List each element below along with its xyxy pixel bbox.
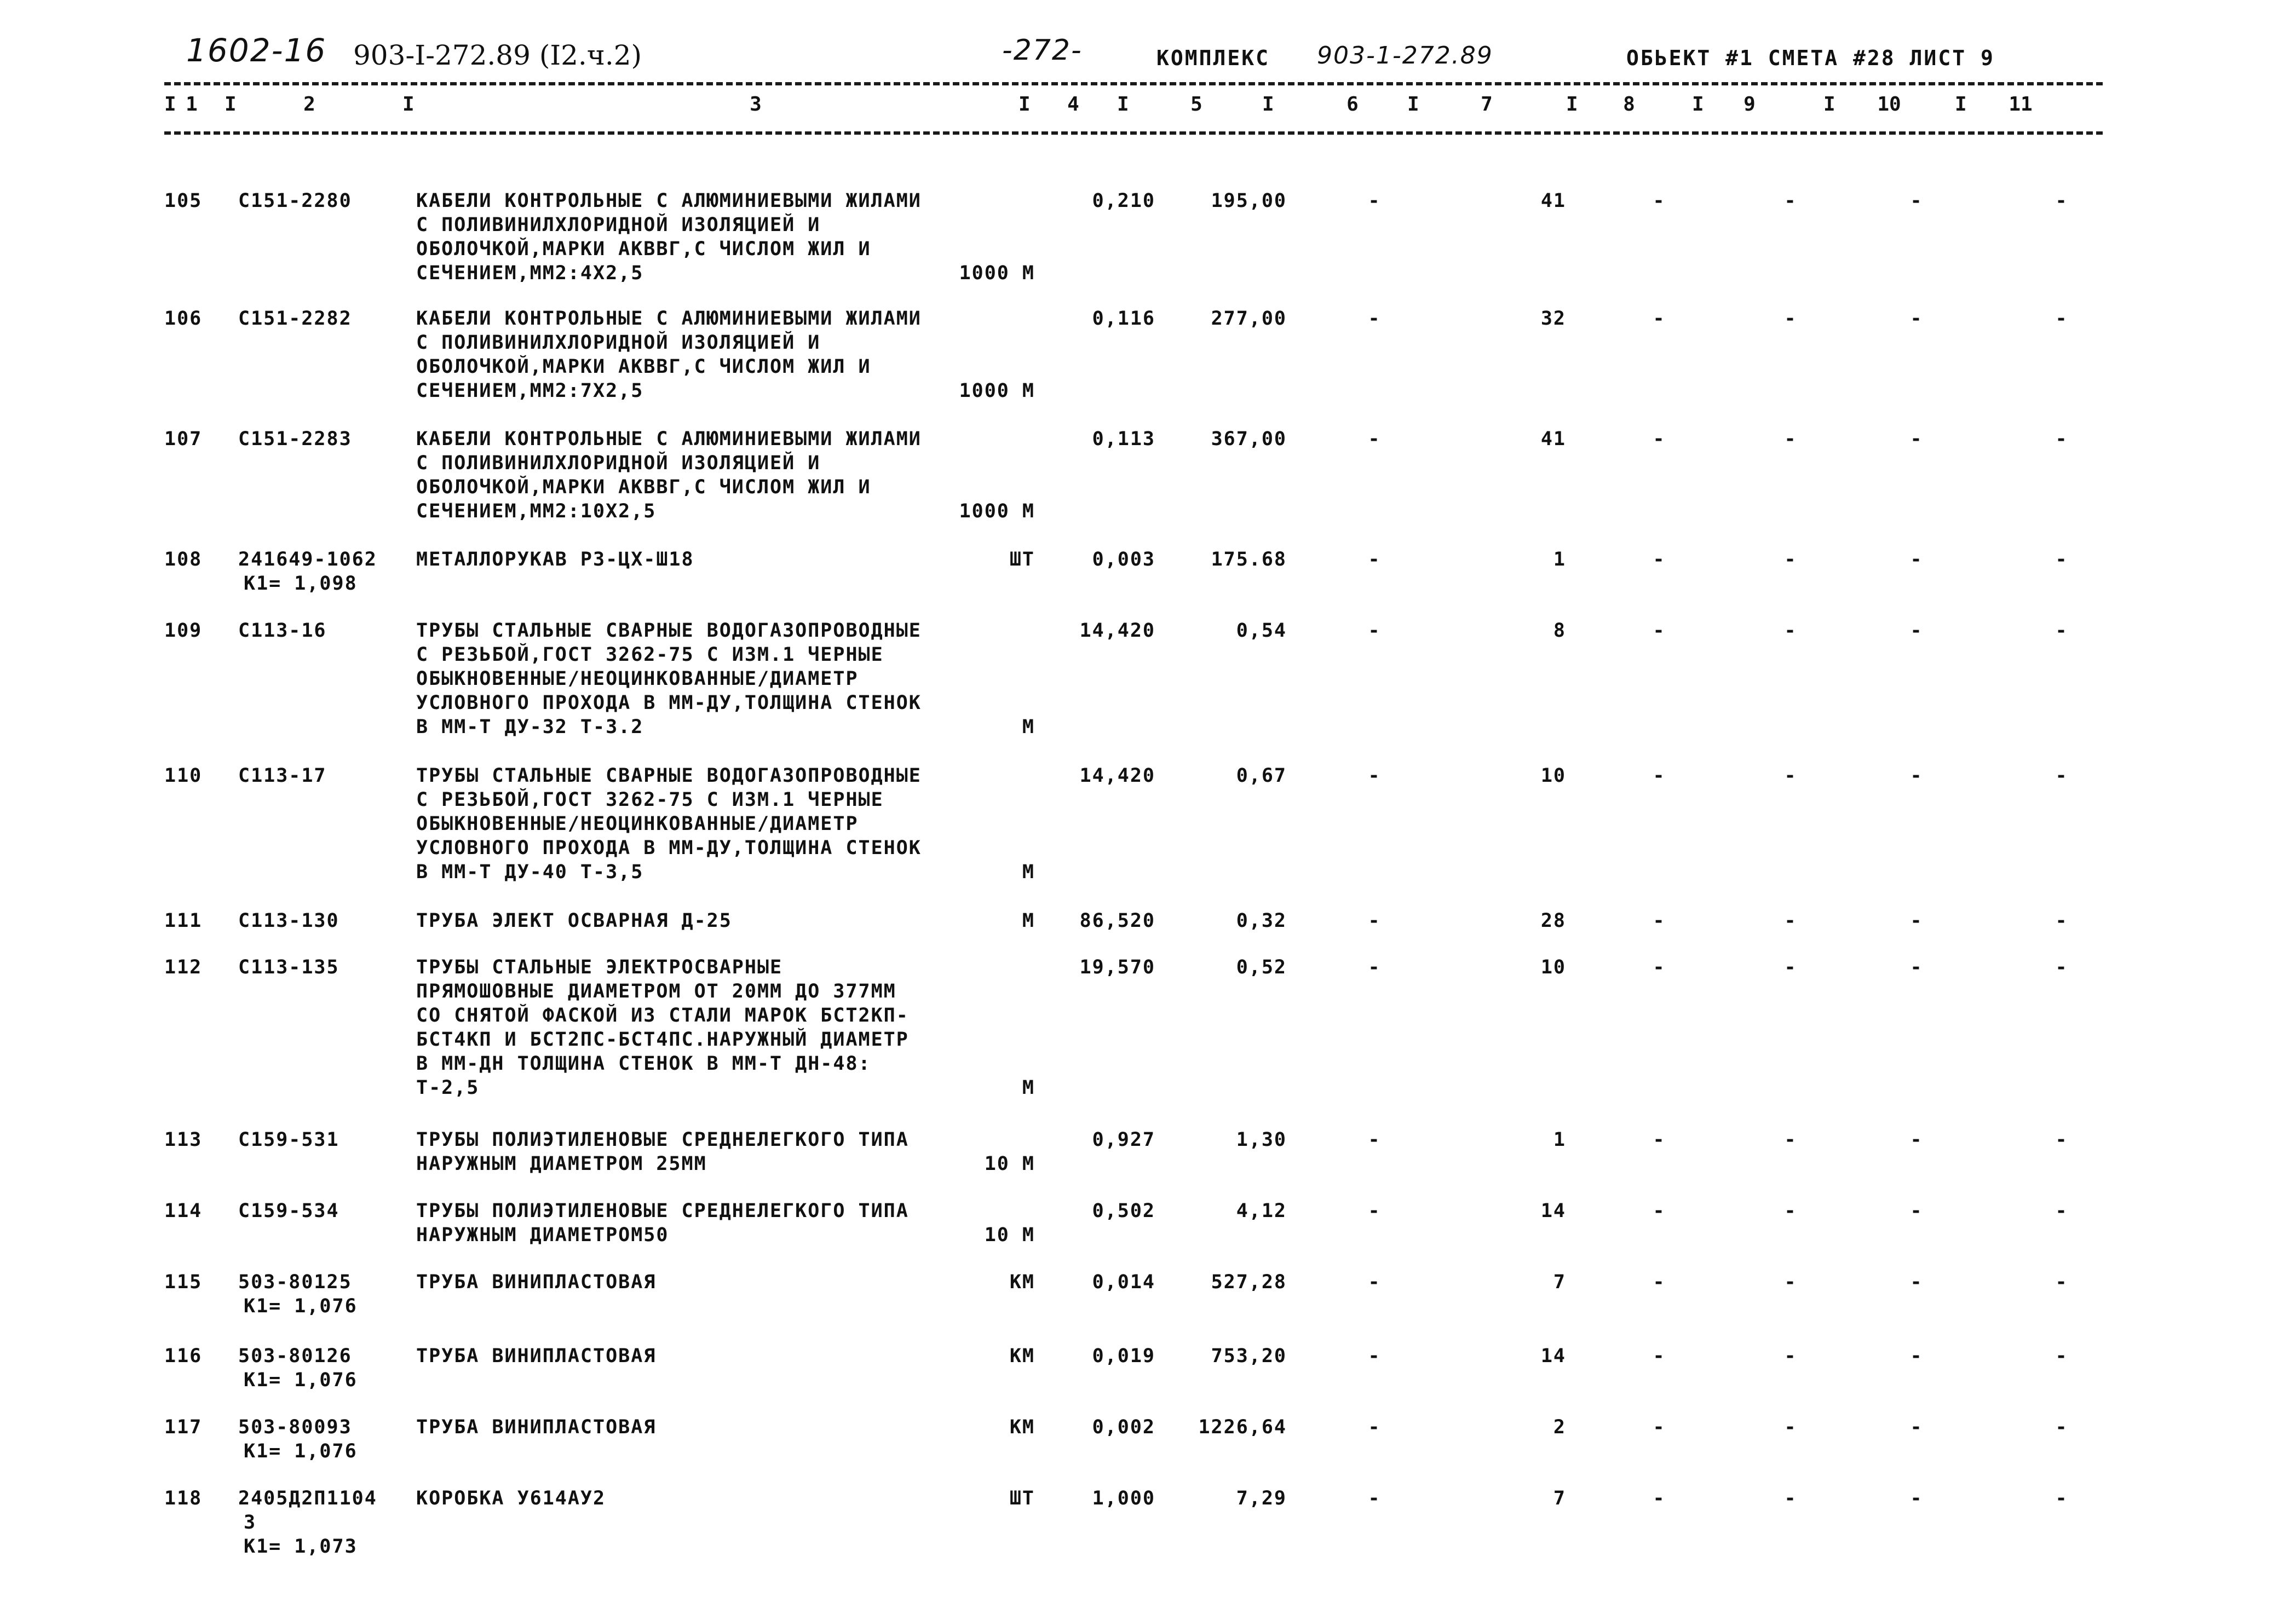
price-code: C113-16 <box>238 620 327 642</box>
c9-value: - <box>1784 1345 1797 1367</box>
row-number: 116 <box>164 1345 203 1367</box>
quantity: 0,003 <box>1092 549 1155 570</box>
c8-value: - <box>1653 765 1666 787</box>
unit-price: 0,52 <box>1236 956 1287 978</box>
col7-value: 2 <box>1553 1416 1566 1438</box>
price-code: 503-80125 <box>238 1271 352 1293</box>
col7-value: 1 <box>1553 1129 1566 1151</box>
coefficient: К1= 1,098 <box>244 573 358 595</box>
price-code: C151-2282 <box>238 308 352 330</box>
c9-value: - <box>1784 308 1797 330</box>
object-estimate-sheet: ОБЬЕКТ #1 СМЕТА #28 ЛИСТ 9 <box>1626 46 1995 70</box>
unit-price: 1,30 <box>1236 1129 1287 1151</box>
description-line: С РЕЗЬБОЙ,ГОСТ 3262-75 С ИЗМ.1 ЧЕРНЫЕ <box>416 644 884 666</box>
description-line: УСЛОВНОГО ПРОХОДА В ММ-ДУ,ТОЛЩИНА СТЕНОК <box>416 837 922 859</box>
column-separator: I <box>1117 93 1129 116</box>
description-line: БСТ4КП И БСТ2ПС-БСТ4ПС.НАРУЖНЫЙ ДИАМЕТР <box>416 1029 909 1051</box>
col6-value: - <box>1368 190 1381 212</box>
unit-of-measure: М <box>1022 861 1035 883</box>
quantity: 14,420 <box>1079 620 1155 642</box>
row-number: 115 <box>164 1271 203 1293</box>
quantity: 0,019 <box>1092 1345 1155 1367</box>
unit-price: 1226,64 <box>1198 1416 1287 1438</box>
unit-price: 0,67 <box>1236 765 1287 787</box>
c10-value: - <box>1910 1487 1923 1509</box>
c8-value: - <box>1653 1129 1666 1151</box>
c9-value: - <box>1784 190 1797 212</box>
col6-value: - <box>1368 428 1381 450</box>
price-code: C159-531 <box>238 1129 339 1151</box>
c10-value: - <box>1910 428 1923 450</box>
c8-value: - <box>1653 1345 1666 1367</box>
column-number-8: 8 <box>1623 93 1635 116</box>
unit-price: 367,00 <box>1211 428 1287 450</box>
complex-label: КОМПЛЕКС <box>1156 46 1270 70</box>
unit-of-measure: 1000 М <box>959 380 1035 402</box>
column-separator: I <box>1823 93 1835 116</box>
quantity: 1,000 <box>1092 1487 1155 1509</box>
col6-value: - <box>1368 765 1381 787</box>
row-number: 112 <box>164 956 203 978</box>
column-separator: I <box>1018 93 1031 116</box>
col7-value: 7 <box>1553 1487 1566 1509</box>
description-line: ТРУБЫ СТАЛЬНЫЕ СВАРНЫЕ ВОДОГАЗОПРОВОДНЫЕ <box>416 620 922 642</box>
description-line: Т-2,5 <box>416 1077 480 1099</box>
page-number: -272- <box>1002 34 1083 67</box>
price-code: 2405Д2П1104 <box>238 1487 377 1509</box>
c10-value: - <box>1910 1129 1923 1151</box>
unit-of-measure: М <box>1022 1077 1035 1099</box>
c11-value: - <box>2055 1487 2068 1509</box>
column-number-11: 11 <box>2009 93 2033 116</box>
column-number-9: 9 <box>1743 93 1756 116</box>
unit-price: 175.68 <box>1211 549 1287 570</box>
description-line: ОБЫКНОВЕННЫЕ/НЕОЦИНКОВАННЫЕ/ДИАМЕТР <box>416 668 859 690</box>
col7-value: 41 <box>1540 428 1566 450</box>
description-line: ОБЫКНОВЕННЫЕ/НЕОЦИНКОВАННЫЕ/ДИАМЕТР <box>416 813 859 835</box>
c8-value: - <box>1653 910 1666 932</box>
c11-value: - <box>2055 1200 2068 1222</box>
col7-value: 41 <box>1540 190 1566 212</box>
column-separator: I <box>1955 93 1967 116</box>
description-line: ТРУБЫ СТАЛЬНЫЕ СВАРНЫЕ ВОДОГАЗОПРОВОДНЫЕ <box>416 765 922 787</box>
col6-value: - <box>1368 1487 1381 1509</box>
unit-of-measure: КМ <box>1009 1345 1035 1367</box>
column-separator: I <box>1262 93 1274 116</box>
c8-value: - <box>1653 620 1666 642</box>
column-separator: I <box>1692 93 1704 116</box>
c11-value: - <box>2055 1416 2068 1438</box>
c11-value: - <box>2055 765 2068 787</box>
c11-value: - <box>2055 1345 2068 1367</box>
col6-value: - <box>1368 910 1381 932</box>
price-code: C151-2283 <box>238 428 352 450</box>
row-number: 110 <box>164 765 203 787</box>
c10-value: - <box>1910 1345 1923 1367</box>
column-number-2: 2 <box>303 93 315 116</box>
col7-value: 8 <box>1553 620 1566 642</box>
c8-value: - <box>1653 190 1666 212</box>
price-code: 503-80093 <box>238 1416 352 1438</box>
description-line: СЕЧЕНИЕМ,ММ2:7Х2,5 <box>416 380 644 402</box>
c9-value: - <box>1784 620 1797 642</box>
description-line: ТРУБА ЭЛЕКТ ОСВАРНАЯ Д-25 <box>416 910 732 932</box>
column-number-7: 7 <box>1481 93 1493 116</box>
description-line: НАРУЖНЫМ ДИАМЕТРОМ50 <box>416 1224 669 1246</box>
description-line: КАБЕЛИ КОНТРОЛЬНЫЕ С АЛЮМИНИЕВЫМИ ЖИЛАМИ <box>416 428 922 450</box>
col6-value: - <box>1368 549 1381 570</box>
description-line: С РЕЗЬБОЙ,ГОСТ 3262-75 С ИЗМ.1 ЧЕРНЫЕ <box>416 789 884 811</box>
col7-value: 10 <box>1540 765 1566 787</box>
description-line: НАРУЖНЫМ ДИАМЕТРОМ 25ММ <box>416 1153 707 1175</box>
col7-value: 32 <box>1540 308 1566 330</box>
description-line: КАБЕЛИ КОНТРОЛЬНЫЕ С АЛЮМИНИЕВЫМИ ЖИЛАМИ <box>416 308 922 330</box>
c8-value: - <box>1653 428 1666 450</box>
unit-of-measure: 10 М <box>984 1153 1035 1175</box>
c11-value: - <box>2055 1271 2068 1293</box>
c10-value: - <box>1910 1416 1923 1438</box>
c11-value: - <box>2055 549 2068 570</box>
description-line: В ММ-Т ДУ-40 Т-3,5 <box>416 861 644 883</box>
description-line: ТРУБА ВИНИПЛАСТОВАЯ <box>416 1271 657 1293</box>
price-code: C113-130 <box>238 910 339 932</box>
column-separator: I <box>164 93 176 116</box>
unit-price: 527,28 <box>1211 1271 1287 1293</box>
unit-price: 753,20 <box>1211 1345 1287 1367</box>
c11-value: - <box>2055 428 2068 450</box>
col6-value: - <box>1368 1416 1381 1438</box>
quantity: 19,570 <box>1079 956 1155 978</box>
quantity: 0,113 <box>1092 428 1155 450</box>
c8-value: - <box>1653 308 1666 330</box>
row-number: 118 <box>164 1487 203 1509</box>
c9-value: - <box>1784 956 1797 978</box>
column-number-1: 1 <box>186 93 198 116</box>
col6-value: - <box>1368 308 1381 330</box>
c9-value: - <box>1784 765 1797 787</box>
unit-price: 195,00 <box>1211 190 1287 212</box>
col7-value: 1 <box>1553 549 1566 570</box>
description-line: С ПОЛИВИНИЛХЛОРИДНОЙ ИЗОЛЯЦИЕЙ И <box>416 332 821 354</box>
col6-value: - <box>1368 1129 1381 1151</box>
description-line: ТРУБА ВИНИПЛАСТОВАЯ <box>416 1345 657 1367</box>
col7-value: 14 <box>1540 1345 1566 1367</box>
row-number: 113 <box>164 1129 203 1151</box>
column-number-6: 6 <box>1346 93 1359 116</box>
unit-price: 4,12 <box>1236 1200 1287 1222</box>
price-code: C151-2280 <box>238 190 352 212</box>
c11-value: - <box>2055 1129 2068 1151</box>
c8-value: - <box>1653 1200 1666 1222</box>
description-line: СЕЧЕНИЕМ,ММ2:10Х2,5 <box>416 500 657 522</box>
header-bottom-rule <box>164 131 2103 135</box>
unit-price: 0,32 <box>1236 910 1287 932</box>
row-number: 108 <box>164 549 203 570</box>
description-line: МЕТАЛЛОРУКАВ РЗ-ЦХ-Ш18 <box>416 549 694 570</box>
c11-value: - <box>2055 620 2068 642</box>
row-number: 107 <box>164 428 203 450</box>
price-code: C113-17 <box>238 765 327 787</box>
description-line: ОБОЛОЧКОЙ,МАРКИ АКВВГ,С ЧИСЛОМ ЖИЛ И <box>416 476 871 498</box>
c10-value: - <box>1910 190 1923 212</box>
c10-value: - <box>1910 956 1923 978</box>
complex-code: 903-1-272.89 <box>1317 42 1493 70</box>
price-code: 241649-1062 <box>238 549 377 570</box>
c10-value: - <box>1910 1200 1923 1222</box>
description-line: С ПОЛИВИНИЛХЛОРИДНОЙ ИЗОЛЯЦИЕЙ И <box>416 452 821 474</box>
quantity: 86,520 <box>1079 910 1155 932</box>
col7-value: 14 <box>1540 1200 1566 1222</box>
unit-of-measure: КМ <box>1009 1416 1035 1438</box>
description-line: СО СНЯТОЙ ФАСКОЙ ИЗ СТАЛИ МАРОК БСТ2КП- <box>416 1005 909 1027</box>
price-code: C159-534 <box>238 1200 339 1222</box>
column-separator: I <box>1566 93 1578 116</box>
c9-value: - <box>1784 910 1797 932</box>
c11-value: - <box>2055 308 2068 330</box>
column-number-5: 5 <box>1190 93 1202 116</box>
description-line: ПРЯМОШОВНЫЕ ДИАМЕТРОМ ОТ 20ММ ДО 377ММ <box>416 981 896 1002</box>
description-line: В ММ-ДН ТОЛЩИНА СТЕНОК В ММ-Т ДН-48: <box>416 1053 871 1075</box>
coefficient: К1= 1,076 <box>244 1295 358 1317</box>
unit-price: 0,54 <box>1236 620 1287 642</box>
unit-price: 277,00 <box>1211 308 1287 330</box>
unit-of-measure: ШТ <box>1009 1487 1035 1509</box>
description-line: ОБОЛОЧКОЙ,МАРКИ АКВВГ,С ЧИСЛОМ ЖИЛ И <box>416 356 871 378</box>
unit-of-measure: М <box>1022 716 1035 738</box>
c9-value: - <box>1784 1200 1797 1222</box>
c11-value: - <box>2055 910 2068 932</box>
unit-price: 7,29 <box>1236 1487 1287 1509</box>
quantity: 14,420 <box>1079 765 1155 787</box>
quantity: 0,927 <box>1092 1129 1155 1151</box>
price-code: 503-80126 <box>238 1345 352 1367</box>
row-number: 117 <box>164 1416 203 1438</box>
c8-value: - <box>1653 1416 1666 1438</box>
quantity: 0,014 <box>1092 1271 1155 1293</box>
document-code: 903-I-272.89 (I2.ч.2) <box>353 39 642 71</box>
col6-value: - <box>1368 620 1381 642</box>
description-line: ТРУБЫ ПОЛИЭТИЛЕНОВЫЕ СРЕДНЕЛЕГКОГО ТИПА <box>416 1129 909 1151</box>
description-line: СЕЧЕНИЕМ,ММ2:4Х2,5 <box>416 262 644 284</box>
c10-value: - <box>1910 620 1923 642</box>
c9-value: - <box>1784 1487 1797 1509</box>
unit-of-measure: 10 М <box>984 1224 1035 1246</box>
c9-value: - <box>1784 549 1797 570</box>
c10-value: - <box>1910 1271 1923 1293</box>
row-number: 109 <box>164 620 203 642</box>
column-separator: I <box>1407 93 1419 116</box>
coefficient: К1= 1,076 <box>244 1369 358 1391</box>
unit-of-measure: 1000 М <box>959 500 1035 522</box>
description-line: ТРУБЫ ПОЛИЭТИЛЕНОВЫЕ СРЕДНЕЛЕГКОГО ТИПА <box>416 1200 909 1222</box>
c11-value: - <box>2055 190 2068 212</box>
description-line: С ПОЛИВИНИЛХЛОРИДНОЙ ИЗОЛЯЦИЕЙ И <box>416 214 821 236</box>
quantity: 0,210 <box>1092 190 1155 212</box>
row-number: 106 <box>164 308 203 330</box>
price-code: C113-135 <box>238 956 339 978</box>
description-line: УСЛОВНОГО ПРОХОДА В ММ-ДУ,ТОЛЩИНА СТЕНОК <box>416 692 922 714</box>
column-separator: I <box>402 93 415 116</box>
col7-value: 28 <box>1540 910 1566 932</box>
c10-value: - <box>1910 765 1923 787</box>
c10-value: - <box>1910 910 1923 932</box>
col6-value: - <box>1368 1345 1381 1367</box>
c11-value: - <box>2055 956 2068 978</box>
col6-value: - <box>1368 1200 1381 1222</box>
c8-value: - <box>1653 1487 1666 1509</box>
row-number: 114 <box>164 1200 203 1222</box>
description-line: ТРУБА ВИНИПЛАСТОВАЯ <box>416 1416 657 1438</box>
c9-value: - <box>1784 1271 1797 1293</box>
handwritten-sheet-number: 1602-16 <box>186 32 327 69</box>
column-number-10: 10 <box>1877 93 1901 116</box>
column-number-4: 4 <box>1067 93 1079 116</box>
row-number: 105 <box>164 190 203 212</box>
unit-of-measure: 1000 М <box>959 262 1035 284</box>
c9-value: - <box>1784 1416 1797 1438</box>
col7-value: 7 <box>1553 1271 1566 1293</box>
row-number: 111 <box>164 910 203 932</box>
c8-value: - <box>1653 956 1666 978</box>
quantity: 0,002 <box>1092 1416 1155 1438</box>
unit-of-measure: КМ <box>1009 1271 1035 1293</box>
c10-value: - <box>1910 549 1923 570</box>
c9-value: - <box>1784 1129 1797 1151</box>
unit-of-measure: ШТ <box>1009 549 1035 570</box>
description-line: ОБОЛОЧКОЙ,МАРКИ АКВВГ,С ЧИСЛОМ ЖИЛ И <box>416 238 871 260</box>
c8-value: - <box>1653 1271 1666 1293</box>
column-separator: I <box>225 93 237 116</box>
col6-value: - <box>1368 1271 1381 1293</box>
column-number-3: 3 <box>750 93 762 116</box>
header-top-rule <box>164 82 2103 85</box>
c10-value: - <box>1910 308 1923 330</box>
col7-value: 10 <box>1540 956 1566 978</box>
description-line: КОРОБКА У614АУ2 <box>416 1487 606 1509</box>
quantity: 0,502 <box>1092 1200 1155 1222</box>
quantity: 0,116 <box>1092 308 1155 330</box>
col6-value: - <box>1368 956 1381 978</box>
coefficient: К1= 1,076 <box>244 1440 358 1462</box>
description-line: ТРУБЫ СТАЛЬНЫЕ ЭЛЕКТРОСВАРНЫЕ <box>416 956 783 978</box>
coefficient: 3 К1= 1,073 <box>244 1512 358 1558</box>
unit-of-measure: М <box>1022 910 1035 932</box>
c8-value: - <box>1653 549 1666 570</box>
description-line: В ММ-Т ДУ-32 Т-3.2 <box>416 716 644 738</box>
description-line: КАБЕЛИ КОНТРОЛЬНЫЕ С АЛЮМИНИЕВЫМИ ЖИЛАМИ <box>416 190 922 212</box>
c9-value: - <box>1784 428 1797 450</box>
